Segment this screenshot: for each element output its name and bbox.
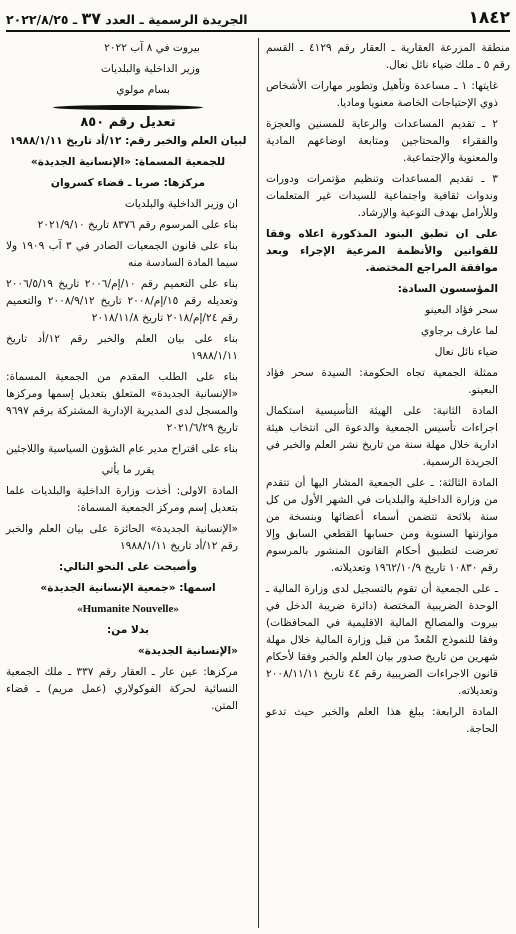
founder-name: سحر فؤاد البعينو [425, 304, 498, 316]
paragraph: غايتها: ١ ـ مساعدة وتأهيل وتطوير مهارات الأشخاص ذوي الإحتياجات الخاصة معنويا وماديا. [266, 80, 499, 109]
left-column [6, 40, 250, 719]
paragraph: «الإنسانية الجديدة» الحائزة على بيان العلم والخبر رقم ١٢/أد تاريخ ١٩٨٨/١/١١ [6, 523, 238, 552]
paragraph: بناء على بيان العلم والخبر رقم ١٢/أد تاريخ ١٩٨٨/١/١١ [6, 333, 239, 362]
old-name: «الإنسانية الجديدة» [137, 645, 238, 657]
amendment-title: تعديل رقم ٨٥٠ [80, 115, 176, 130]
paragraph: بناء على قانون الجمعيات الصادر في ٣ آب ١٩٠٩ ولا سيما المادة السادسة منه [6, 240, 239, 269]
paragraph: ٣ ـ تقديم المساعدات وتنظيم مؤتمرات ودورات وندوات ثقافية واجتماعية للسيدات غير المتعلمات وللأرامل بهدف التوعية والإرشاد. [266, 173, 498, 219]
paragraph: ٢ ـ تقديم المساعدات والرعاية للمسنين والعجزة والفقراء والمحتاجين ومتابعة اوضاعهم المادية والمعنوية والإجتماعية. [266, 118, 498, 164]
signature-place: بيروت في ٨ آب ٢٠٢٢ [104, 42, 200, 54]
paragraph: منطقة المزرعة العقارية ـ العقار رقم ٤١٢٩ ـ القسم رقم ٥ ـ ملك ضياء نائل نعال. [266, 42, 510, 71]
paragraph: بناء على الطلب المقدم من الجمعية المسماة: «الإنسانية الجديدة» المتعلق بتعديل إسمها ومركزها والمسجل لدى المديرية الإدارية المشتركة برقم ٩٦٩٧ تاريخ ٢٠٢١/٦/٢٩ [6, 371, 238, 434]
page-header [6, 6, 510, 32]
issue-number: ٣٧ [81, 8, 102, 28]
founders-heading: المؤسسون السادة: [397, 283, 498, 295]
paragraph: على ان تطبق البنود المذكورة اعلاه وفقا للقوانين والأنظمة المرعية الإجراء وبعد موافقة المراجع المختصة. [266, 228, 498, 274]
founder-name: لما عارف برجاوي [421, 325, 498, 337]
ornament-bar [53, 105, 203, 110]
journal-name: الجريدة الرسمية ـ العدد [105, 11, 248, 27]
running-header [6, 9, 248, 28]
issue-date: ـ ٢٠٢٢/٨/٢٥ [6, 11, 78, 27]
amendment-subtitle: للجمعية المسماة: «الإنسانية الجديدة» [30, 156, 226, 168]
amendment-subtitle: مركزها: صربا ـ قضاء كسروان [50, 177, 206, 189]
founder-name: ضياء نائل نعال [434, 346, 498, 358]
amendment-subtitle: لبيان العلم والخبر رقم: ١٢/أد تاريخ ١٩٨٨/١/١١ [9, 135, 247, 147]
right-column [266, 40, 510, 742]
paragraph: مركزها: عين عار ـ العقار رقم ٣٣٧ ـ ملك الجمعية النسائية لحركة الفوكولاري (عمل مريم) ـ قضاء المتن. [6, 666, 239, 712]
paragraph: المادة الثالثة: ـ على الجمعية المشار اليها أن تتقدم من وزارة الداخلية والبلديات في الشهر الأول من كل سنة بلائحة تتضمن أسماء أعضائها وبنسخة من موازنتها السنوية ومن حسابها القطعي السابق وإلا تعرضت لتطبيق أحكام القانون المنشور بالمرسوم رقم ١٠٨٣٠ تاريخ ١٩٦٢/١٠/٩ وتعديلاته. [266, 477, 498, 574]
paragraph: ـ على الجمعية أن تقوم بالتسجيل لدى وزارة المالية ـ الوحدة الضريبية المختصة (دائرة ضريبة الدخل في بيروت والمصالح المالية الاقليمية في المحافظات) وفقا للنموذج المُعدّ من قبل وزارة المالية خلال مهلة شهرين من تاريخ صدور بيان العلم والخبر وفقا لأحكام قانون الاجراءات الضريبية رقم ٤٤ تاريخ ٢٠٠٨/١١/١١ وتعديلاته. [266, 583, 498, 697]
instead-line: بدلا من: [106, 624, 149, 636]
page-number: ١٨٤٢ [468, 8, 510, 28]
column-divider [258, 38, 259, 928]
became-line: وأصبحت على النحو التالي: [58, 561, 198, 573]
article-one: المادة الاولى: أخذت وزارة الداخلية والبلديات علما بتعديل إسم ومركز الجمعية المسماة: [6, 485, 238, 514]
paragraph: المادة الثانية: على الهيئة التأسيسية استكمال اجراءات تأسيس الجمعية والدعوة الى انتخاب هيئة ادارية خلال مهلة سنة من تاريخ نشر العلم والخبر في الجريدة الرسمية. [266, 405, 498, 468]
paragraph: ممثلة الجمعية تجاه الحكومة: السيدة سحر فؤاد البعينو. [266, 367, 498, 396]
paragraph: ان وزير الداخلية والبلديات [124, 198, 238, 210]
paragraph: بناء على المرسوم رقم ٨٣٧٦ تاريخ ٢٠٢١/٩/١٠ [37, 219, 238, 231]
paragraph: بناء على اقتراح مدير عام الشؤون السياسية واللاجئين [6, 443, 238, 455]
paragraph: المادة الرابعة: يبلغ هذا العلم والخبر حيث تدعو الحاجة. [266, 706, 498, 735]
signature-title: وزير الداخلية والبلديات [100, 63, 200, 75]
decision-line: يقرر ما يأتي [101, 464, 155, 476]
signature-name: بسام مولوي [116, 84, 170, 96]
separator-ornament [6, 105, 250, 110]
paragraph: بناء على التعميم رقم ١٠/إم/٢٠٠٦ تاريخ ٢٠٠٦/٥/١٩ وتعديله رقم ١٥/إم/٢٠٠٨ تاريخ ٢٠٠٨/٩/١٢ والتعميم رقم ٢٤/إم/٢٠١٨ تاريخ ٢٠١٨/١١/٨ [6, 278, 238, 324]
new-name: اسمها: «جمعية الإنسانية الجديدة» [40, 582, 216, 594]
new-name-latin: «Humanite Nouvelle» [77, 603, 179, 615]
